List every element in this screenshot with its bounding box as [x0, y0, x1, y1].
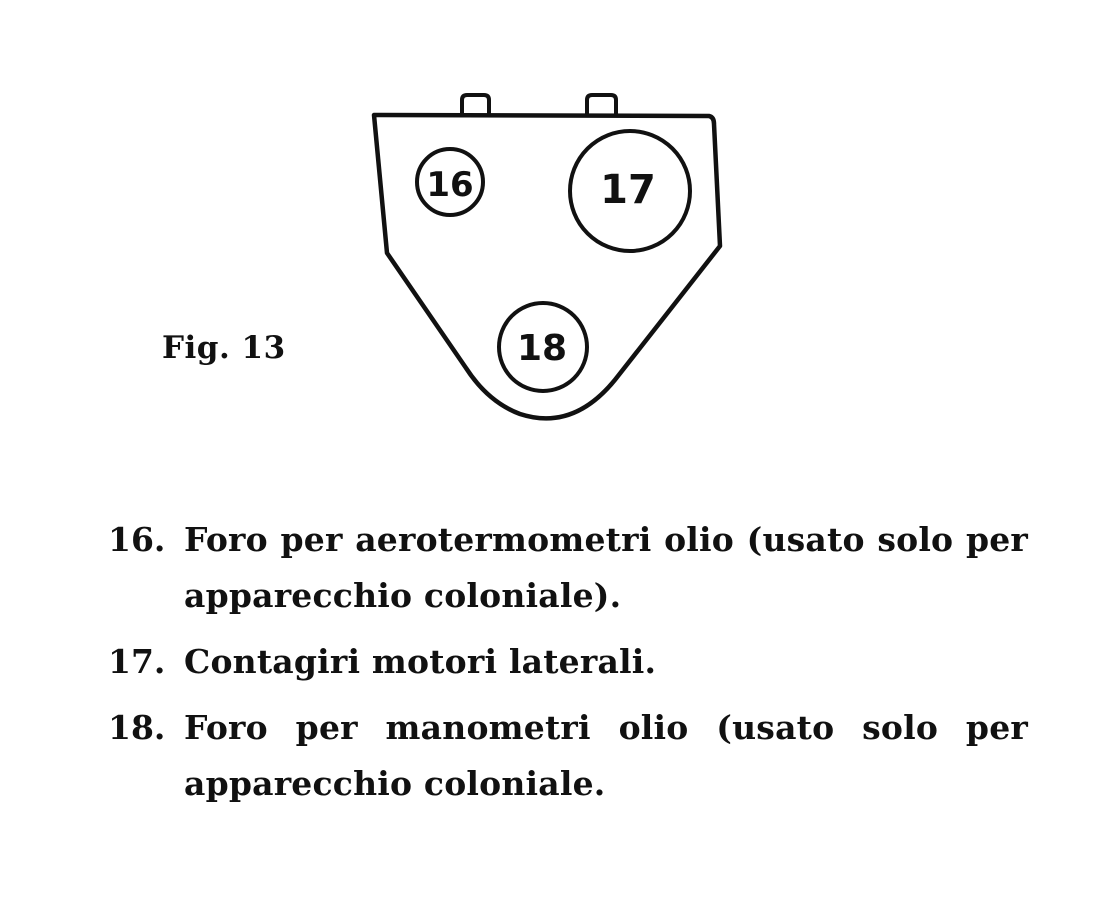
legend-text: Contagiri motori laterali. — [184, 642, 657, 681]
hole-18-label: 18 — [516, 328, 568, 369]
legend-item-16 — [108, 512, 1028, 624]
legend-item-18 — [108, 700, 1028, 812]
hole-17 — [570, 131, 690, 251]
hole-17-label: 17 — [600, 167, 656, 213]
instrument-panel-diagram — [0, 0, 1107, 440]
figure-caption: Fig. 13 — [162, 330, 286, 366]
legend-item-17 — [108, 634, 1028, 690]
mounting-tab-left — [462, 95, 489, 116]
hole-16 — [417, 149, 483, 215]
legend-number: 16. — [108, 520, 166, 559]
legend-list — [108, 512, 1028, 822]
mounting-tab-right — [587, 95, 616, 116]
legend-number: 17. — [108, 642, 166, 681]
hole-16-label: 16 — [426, 165, 474, 205]
figure-13 — [0, 0, 1107, 440]
legend-number: 18. — [108, 708, 166, 747]
hole-18 — [499, 303, 587, 391]
legend-text: Foro per aerotermometri olio (usato solo per apparecchio coloniale). — [184, 520, 1028, 615]
legend-text: Foro per manometri olio (usato solo per apparecchio coloniale. — [184, 708, 1028, 803]
